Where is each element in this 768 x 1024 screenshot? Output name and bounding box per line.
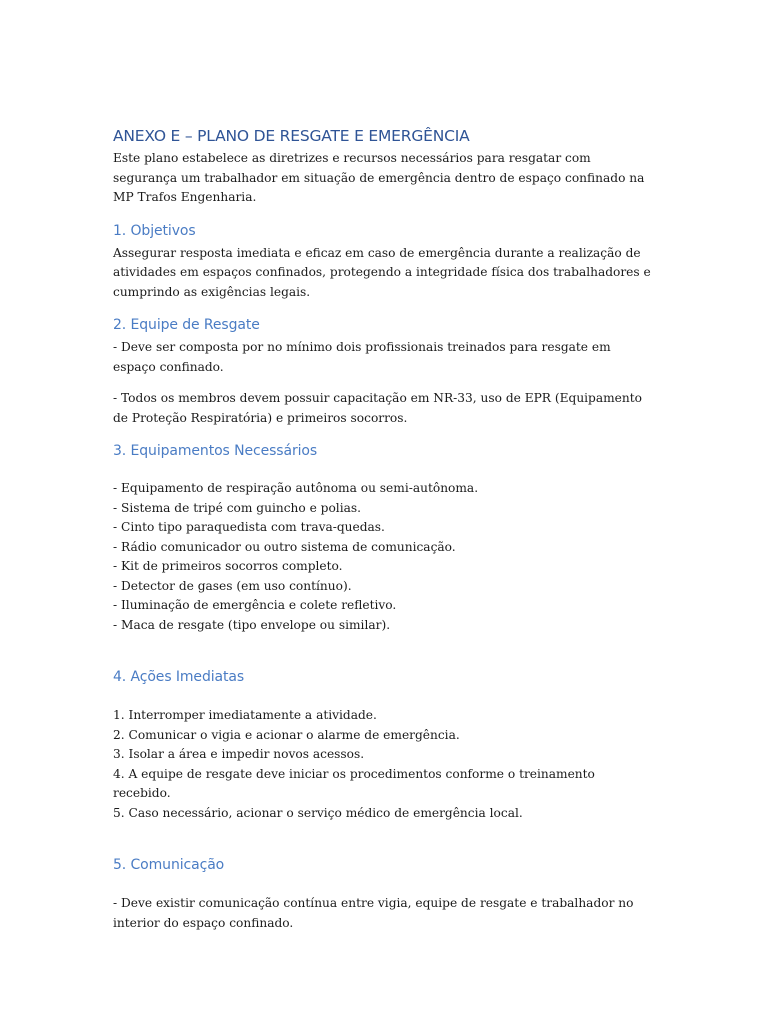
list-item: - Detector de gases (em uso contínuo). [113, 578, 352, 593]
section-heading-comunicacao: 5. Comunicação [113, 857, 225, 873]
list-item: 4. A equipe de resgate deve iniciar os procedimentos conforme o treinamento recebido. [113, 766, 595, 800]
comunicacao-paragraph: - Deve existir comunicação contínua entre vigia, equipe de resgate e trabalhador no interior do espaço confinado. [113, 896, 634, 930]
equipe-paragraph-1: - Deve ser composta por no mínimo dois profissionais treinados para resgate em espaço confinado. [113, 340, 611, 374]
section-heading-equipe: 2. Equipe de Resgate [113, 317, 260, 333]
list-item: - Kit de primeiros socorros completo. [113, 559, 343, 573]
list-item: 5. Caso necessário, acionar o serviço médico de emergência local. [113, 805, 523, 820]
equipamentos-list [113, 479, 653, 635]
list-item: 1. Interromper imediatamente a atividade. [113, 708, 377, 722]
acoes-list [113, 706, 653, 823]
section-heading-acoes: 4. Ações Imediatas [113, 669, 245, 685]
list-item: - Iluminação de emergência e colete refletivo. [113, 598, 397, 612]
list-item: - Maca de resgate (tipo envelope ou similar). [113, 617, 391, 632]
document-page [113, 126, 653, 933]
list-item: - Sistema de tripé com guincho e polias. [113, 500, 361, 515]
list-item: - Rádio comunicador ou outro sistema de comunicação. [113, 539, 456, 554]
list-item: - Cinto tipo paraquedista com trava-quedas. [113, 520, 385, 534]
list-item: 2. Comunicar o vigia e acionar o alarme de emergência. [113, 727, 460, 742]
section-heading-equipamentos: 3. Equipamentos Necessários [113, 443, 318, 459]
list-item: - Equipamento de respiração autônoma ou semi-autônoma. [113, 481, 479, 495]
document-title: ANEXO E – PLANO DE RESGATE E EMERGÊNCIA [113, 127, 470, 145]
objetivos-paragraph: Assegurar resposta imediata e eficaz em caso de emergência durante a realização de atividades em espaços confinados, protegendo a integridade física dos trabalhadores e cumprindo as exigências legais. [113, 245, 651, 299]
intro-paragraph: Este plano estabelece as diretrizes e recursos necessários para resgatar com segurança um trabalhador em situação de emergência dentro de espaço confinado na MP Trafos Engenharia. [113, 151, 645, 204]
list-item: 3. Isolar a área e impedir novos acessos. [113, 747, 365, 761]
section-heading-objetivos: 1. Objetivos [113, 222, 196, 239]
equipe-paragraph-2: - Todos os membros devem possuir capacitação em NR-33, uso de EPR (Equipamento de Proteção Respiratória) e primeiros socorros. [113, 391, 642, 425]
